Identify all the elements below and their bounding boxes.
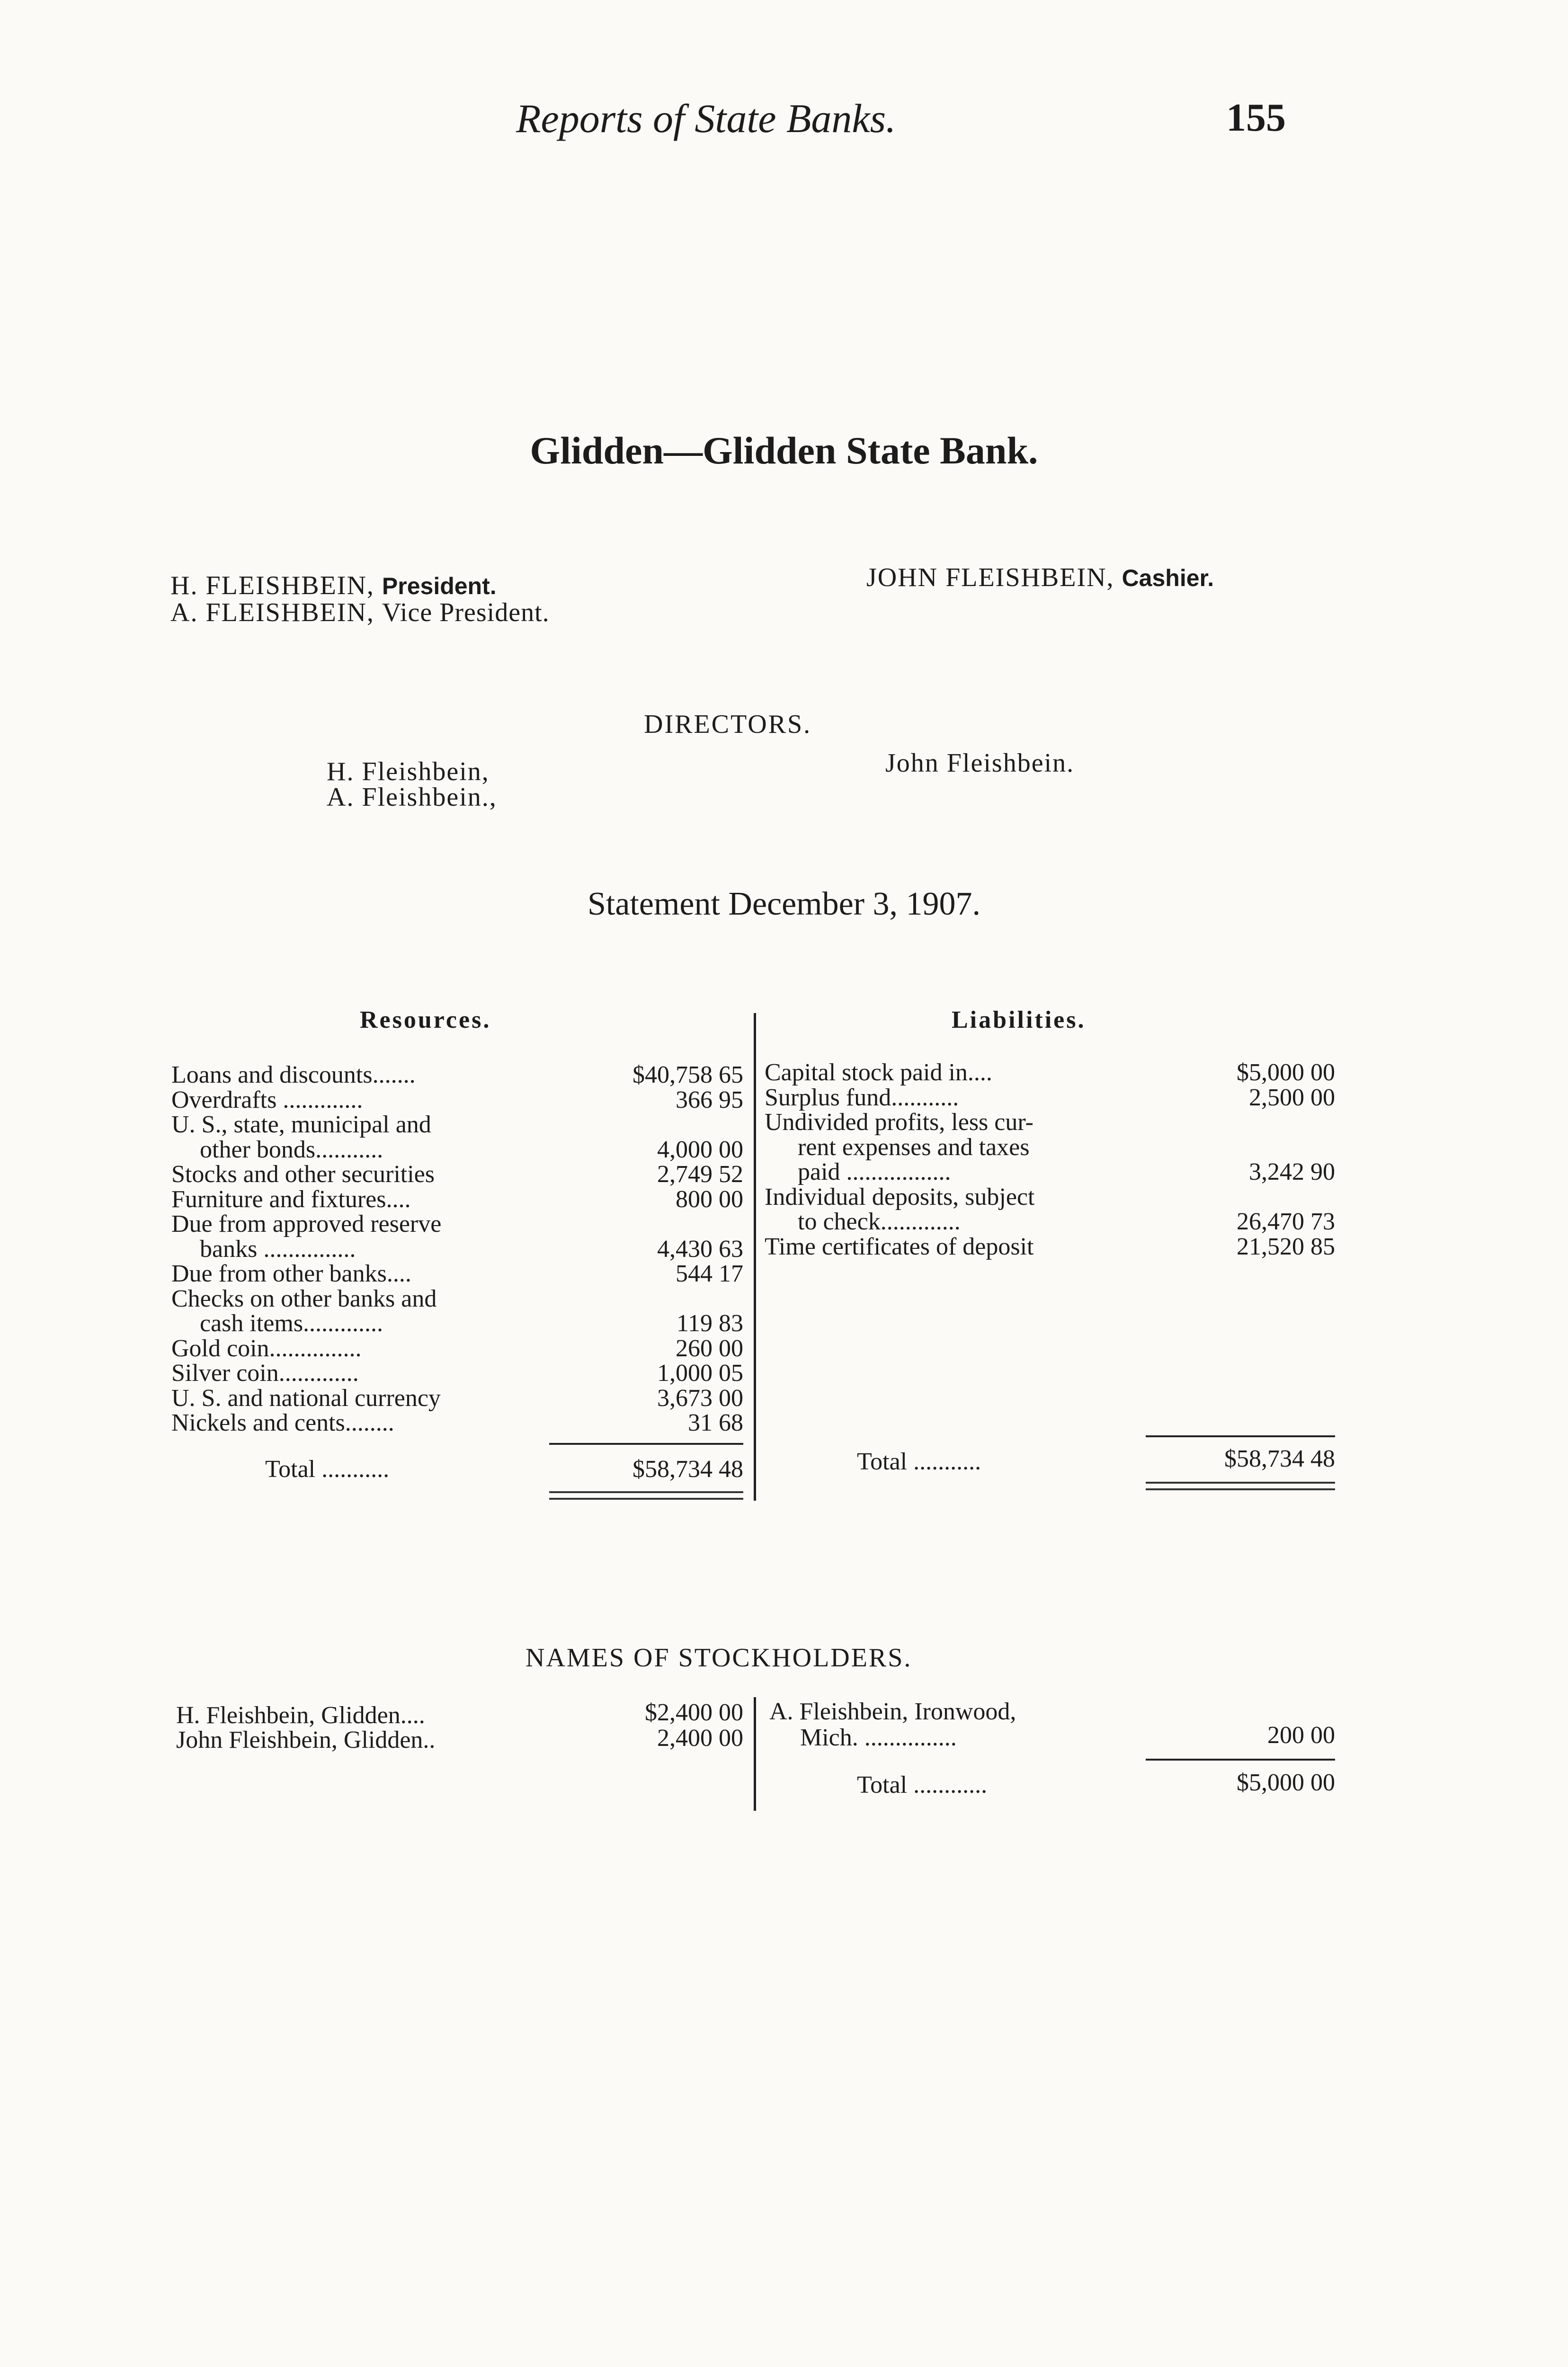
resource-row-value: 3,673 00 <box>657 1384 743 1412</box>
stockholders-heading: NAMES OF STOCKHOLDERS. <box>526 1643 912 1673</box>
liabilities-sum-rule <box>1146 1435 1335 1437</box>
resource-row-label: Due from approved reserve <box>171 1210 442 1237</box>
stockholder-label: H. Fleishbein, Glidden.... <box>176 1702 425 1729</box>
directors-heading: DIRECTORS. <box>644 710 812 739</box>
director-name: H. Fleishbein, <box>327 757 490 786</box>
resource-row-value: 800 00 <box>676 1185 743 1213</box>
vice-president-role: Vice President. <box>382 598 550 627</box>
stockholders-total-label: Total ............ <box>857 1771 988 1798</box>
director-name: A. Fleishbein., <box>327 783 497 812</box>
director-name: John Fleishbein. <box>885 748 1075 778</box>
resource-row-value: 544 17 <box>676 1260 743 1287</box>
page-number: 155 <box>1226 96 1286 140</box>
officer-vice-president <box>170 597 550 628</box>
officer-cashier <box>866 562 1214 593</box>
resource-row-value: 31 68 <box>688 1409 743 1436</box>
stockholder-label: John Fleishbein, Glidden.. <box>176 1726 436 1753</box>
resources-double-rule <box>549 1491 743 1500</box>
stockholders-total-value: $5,000 00 <box>1237 1769 1335 1796</box>
liability-row-value: 2,500 00 <box>1249 1084 1335 1111</box>
resource-row-value: $40,758 65 <box>633 1061 743 1088</box>
resource-row-value: 1,000 05 <box>657 1360 743 1387</box>
running-header-title: Reports of State Banks. <box>516 96 896 141</box>
resource-row-label: banks ............... <box>200 1235 356 1263</box>
resource-row-label: Nickels and cents........ <box>171 1409 394 1436</box>
stockholder-label: A. Fleishbein, Ironwood, <box>769 1698 1016 1725</box>
liability-row-value: 3,242 90 <box>1249 1158 1335 1185</box>
resource-row-label: Overdrafts ............. <box>171 1086 363 1113</box>
stockholder-value: 200 00 <box>1267 1722 1335 1749</box>
resource-row-value: 119 83 <box>676 1310 743 1337</box>
stockholders-sum-rule <box>1146 1759 1335 1761</box>
liabilities-heading: Liabilities. <box>952 1006 1086 1033</box>
resource-row-label: U. S., state, municipal and <box>171 1111 431 1138</box>
liability-row-label: Time certificates of deposit <box>765 1233 1034 1260</box>
vice-president-name: A. FLEISHBEIN, <box>170 598 374 627</box>
liabilities-total-label: Total ........... <box>857 1448 981 1475</box>
liability-row-value: 21,520 85 <box>1237 1233 1335 1260</box>
liability-row-value: $5,000 00 <box>1237 1059 1335 1086</box>
liability-row-label: Undivided profits, less cur- <box>765 1109 1033 1136</box>
stockholder-label: Mich. ............... <box>800 1724 957 1751</box>
resource-row-value: 366 95 <box>676 1086 743 1113</box>
cashier-name: JOHN FLEISHBEIN, <box>866 563 1114 592</box>
stockholder-value: $2,400 00 <box>645 1699 743 1726</box>
liability-row-label: Individual deposits, subject <box>765 1183 1035 1210</box>
liability-row-label: paid ................. <box>798 1158 951 1185</box>
liabilities-double-rule <box>1146 1482 1335 1490</box>
resource-row-value: 260 00 <box>676 1335 743 1362</box>
liabilities-total-value: $58,734 48 <box>1224 1445 1335 1472</box>
resource-row-label: Stocks and other securities <box>171 1161 435 1188</box>
officer-president <box>170 570 497 601</box>
president-name: H. FLEISHBEIN, <box>170 571 374 600</box>
resources-sum-rule <box>549 1443 743 1445</box>
resource-row-label: Silver coin............. <box>171 1360 359 1387</box>
bank-title: Glidden—Glidden State Bank. <box>530 429 1038 472</box>
president-role: President. <box>382 573 497 599</box>
liability-row-label: Surplus fund........... <box>765 1084 959 1111</box>
resource-row-label: other bonds........... <box>200 1136 383 1163</box>
resource-row-label: Furniture and fixtures.... <box>171 1185 411 1213</box>
resource-row-label: Due from other banks.... <box>171 1260 411 1287</box>
liability-row-label: rent expenses and taxes <box>798 1133 1030 1161</box>
resources-total-label: Total ........... <box>265 1456 390 1483</box>
stockholder-value: 2,400 00 <box>657 1725 743 1752</box>
cashier-role: Cashier. <box>1122 565 1214 591</box>
stockholders-divider <box>754 1697 756 1811</box>
liability-row-label: to check............. <box>798 1208 961 1235</box>
resource-row-label: cash items............. <box>200 1310 383 1337</box>
resource-row-label: Gold coin............... <box>171 1335 362 1362</box>
column-divider <box>754 1013 756 1501</box>
resource-row-label: Checks on other banks and <box>171 1285 437 1312</box>
resource-row-value: 2,749 52 <box>657 1161 743 1188</box>
resource-row-value: 4,430 63 <box>657 1235 743 1263</box>
liability-row-value: 26,470 73 <box>1237 1208 1335 1235</box>
statement-title: Statement December 3, 1907. <box>587 886 981 922</box>
resources-total-value: $58,734 48 <box>633 1456 743 1483</box>
resource-row-label: Loans and discounts....... <box>171 1061 416 1088</box>
resource-row-label: U. S. and national currency <box>171 1384 441 1412</box>
liability-row-label: Capital stock paid in.... <box>765 1059 992 1086</box>
resource-row-value: 4,000 00 <box>657 1136 743 1163</box>
resources-heading: Resources. <box>360 1006 491 1033</box>
